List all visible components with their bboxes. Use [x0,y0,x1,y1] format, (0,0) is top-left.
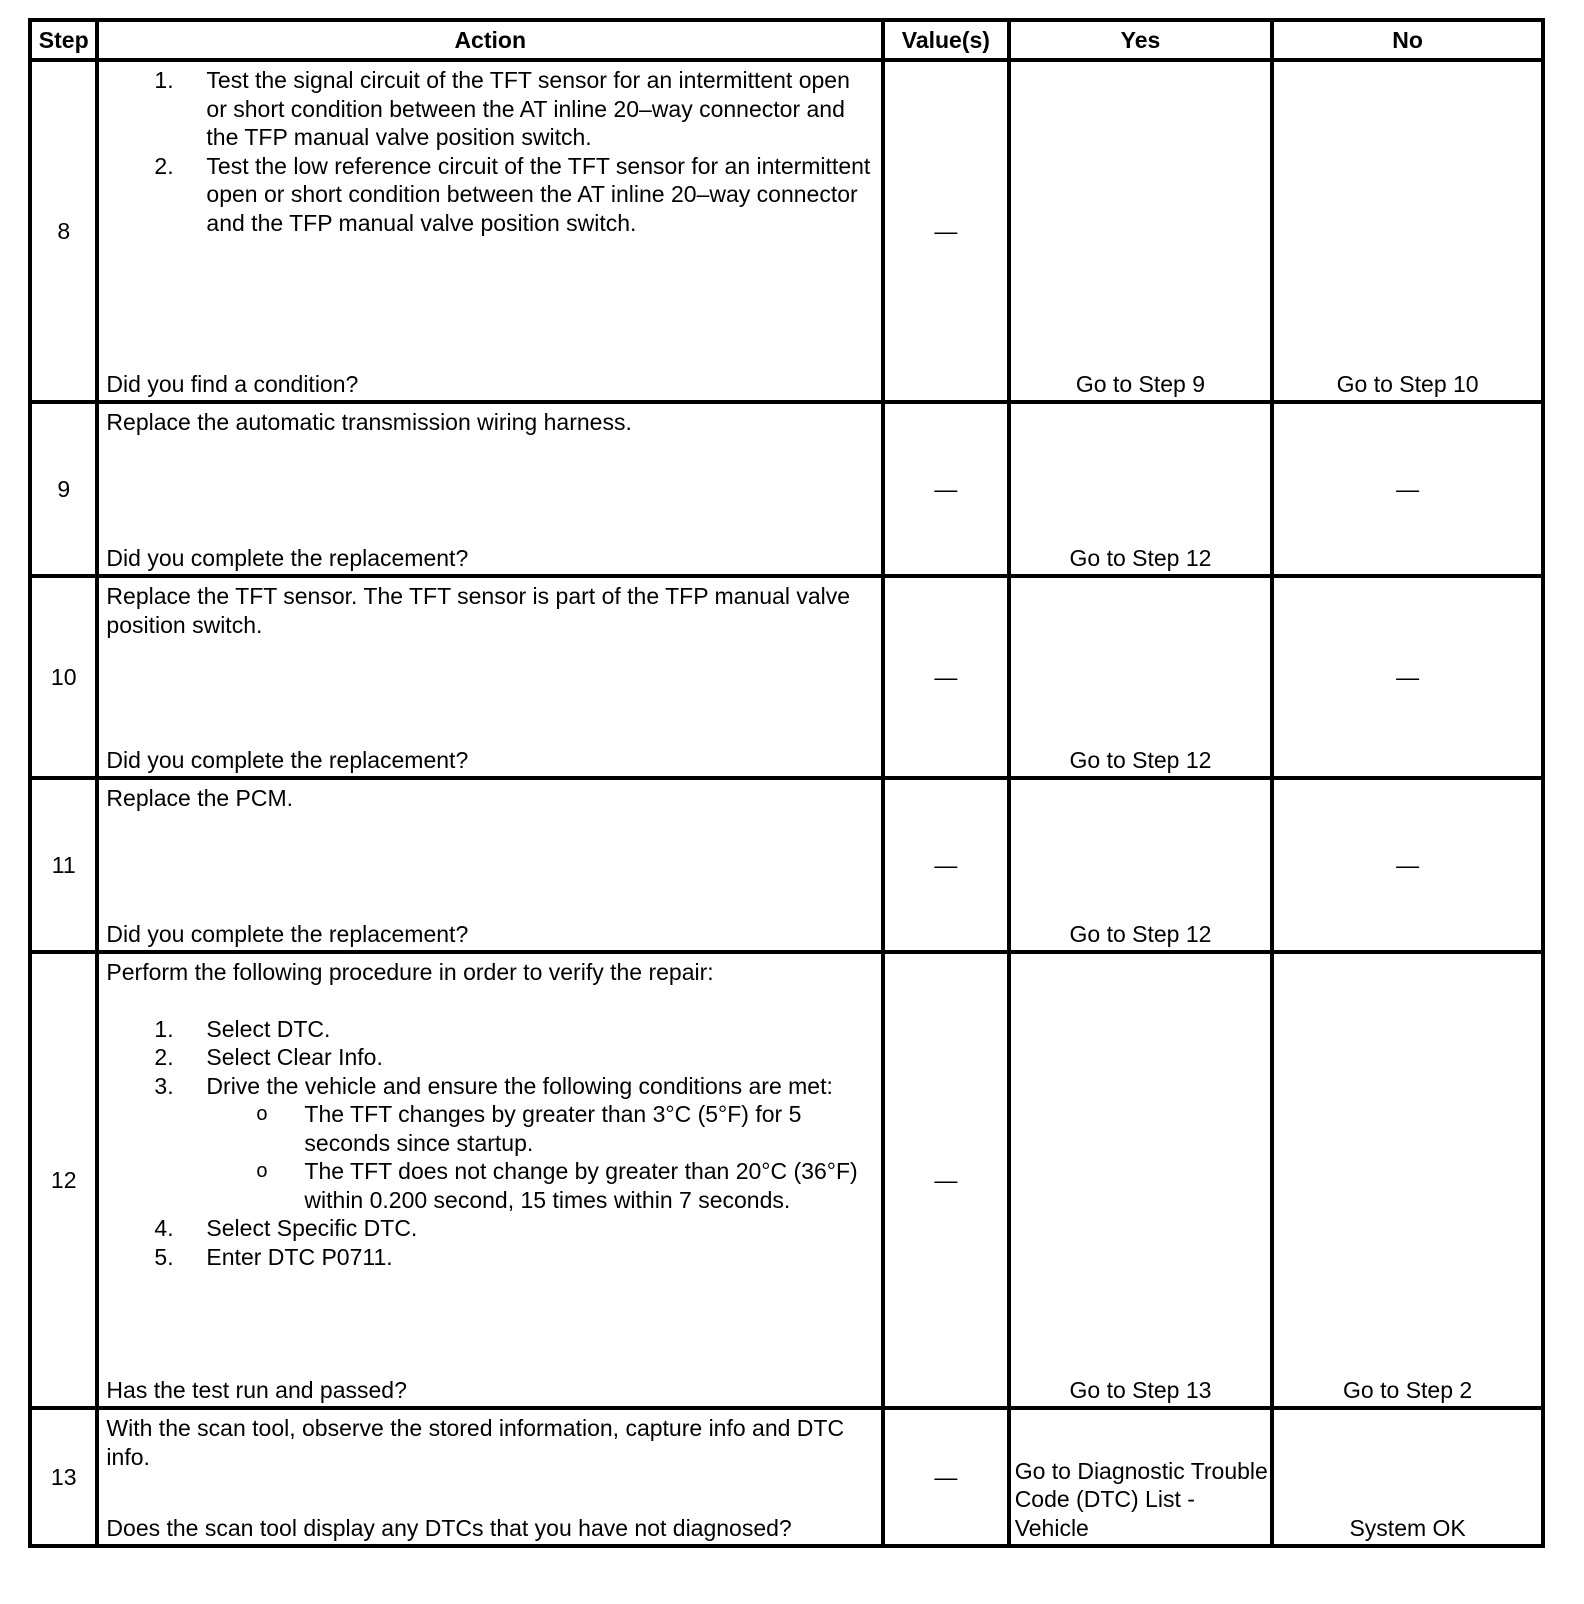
action-cell [97,952,883,1408]
table-row-step-9 [30,402,1543,576]
action-steps-list [106,66,873,237]
action-question: Did you find a condition? [106,370,359,397]
header-row [30,20,1543,60]
value-cell: — [883,60,1009,402]
yes-link[interactable]: Go to Diagnostic Trouble Code (DTC) List - Vehicle [1009,1408,1273,1546]
value-cell: — [883,402,1009,576]
no-link[interactable]: Go to Step 2 [1272,952,1543,1408]
value-cell: — [883,1408,1009,1546]
step-number: 12 [30,952,97,1408]
no-value: System OK [1272,1408,1543,1546]
no-link[interactable]: Go to Step 10 [1272,60,1543,402]
table-row-step-13 [30,1408,1543,1546]
header-step: Step [30,20,97,60]
bullet-icon: o [256,1160,268,1182]
action-question: Has the test run and passed? [106,1376,407,1403]
action-cell [97,402,883,576]
action-instruction: Perform the following procedure in order to verify the repair: [106,959,714,985]
action-instruction: Replace the TFT sensor. The TFT sensor is part of the TFP manual valve position switch. [106,583,851,638]
list-item: 1. Test the signal circuit of the TFT sensor for an intermittent open or short condition between the AT inline 20–way connector and the TFP manual valve position switch. [154,67,850,150]
step-number: 13 [30,1408,97,1546]
header-action: Action [97,20,883,60]
value-cell: — [883,952,1009,1408]
table-row-step-12 [30,952,1543,1408]
action-question: Did you complete the replacement? [106,544,469,571]
action-cell [97,60,883,402]
list-item: o The TFT does not change by greater than 20°C (36°F) within 0.200 second, 15 times within 7 seconds. [256,1158,858,1213]
action-instruction: Replace the automatic transmission wiring harness. [106,409,632,435]
value-cell: — [883,778,1009,952]
table-row-step-11 [30,778,1543,952]
table-row-step-10 [30,576,1543,778]
list-item: 4. Select Specific DTC. [154,1215,418,1241]
value-cell: — [883,576,1009,778]
action-cell [97,778,883,952]
bullet-icon: o [256,1103,268,1125]
list-item: 2. Select Clear Info. [154,1044,383,1070]
no-value: — [1272,402,1543,576]
step-number: 10 [30,576,97,778]
list-item: 2. Test the low reference circuit of the TFT sensor for an intermittent open or short condition between the AT inline 20–way connector and the TFP manual valve position switch. [154,152,871,236]
action-instruction: Replace the PCM. [106,785,294,811]
yes-link[interactable]: Go to Step 9 [1009,60,1273,402]
action-instruction: With the scan tool, observe the stored information, capture info and DTC info. [106,1415,845,1470]
yes-link[interactable]: Go to Step 12 [1009,402,1273,576]
list-item: 3. Drive the vehicle and ensure the following conditions are met: o The TFT changes by greater than 3°C (5°F) for 5 seconds since startup. o The TFT does not change by greater than 20°C (36°F) within 0.200 second, 15 times within 7 seconds. [106,1072,873,1215]
table-row-step-8 [30,60,1543,402]
action-cell [97,576,883,778]
diagnostic-document [28,18,1545,1548]
yes-link[interactable]: Go to Step 12 [1009,576,1273,778]
verify-steps-list [106,1015,873,1272]
action-question: Does the scan tool display any DTCs that you have not diagnosed? [106,1514,792,1541]
diagnostic-table [28,18,1545,1548]
header-values: Value(s) [883,20,1009,60]
list-item: o The TFT changes by greater than 3°C (5°F) for 5 seconds since startup. [256,1101,802,1156]
header-yes: Yes [1009,20,1273,60]
action-question: Did you complete the replacement? [106,746,469,773]
list-item: 5. Enter DTC P0711. [154,1243,393,1270]
yes-link[interactable]: Go to Step 13 [1009,952,1273,1408]
action-cell [97,1408,883,1546]
condition-sublist [206,1100,873,1214]
step-number: 9 [30,402,97,576]
list-item: 1. Select DTC. [154,1015,331,1042]
step-number: 11 [30,778,97,952]
action-question: Did you complete the replacement? [106,920,469,947]
yes-link[interactable]: Go to Step 12 [1009,778,1273,952]
no-value: — [1272,778,1543,952]
no-value: — [1272,576,1543,778]
header-no: No [1272,20,1543,60]
step-number: 8 [30,60,97,402]
